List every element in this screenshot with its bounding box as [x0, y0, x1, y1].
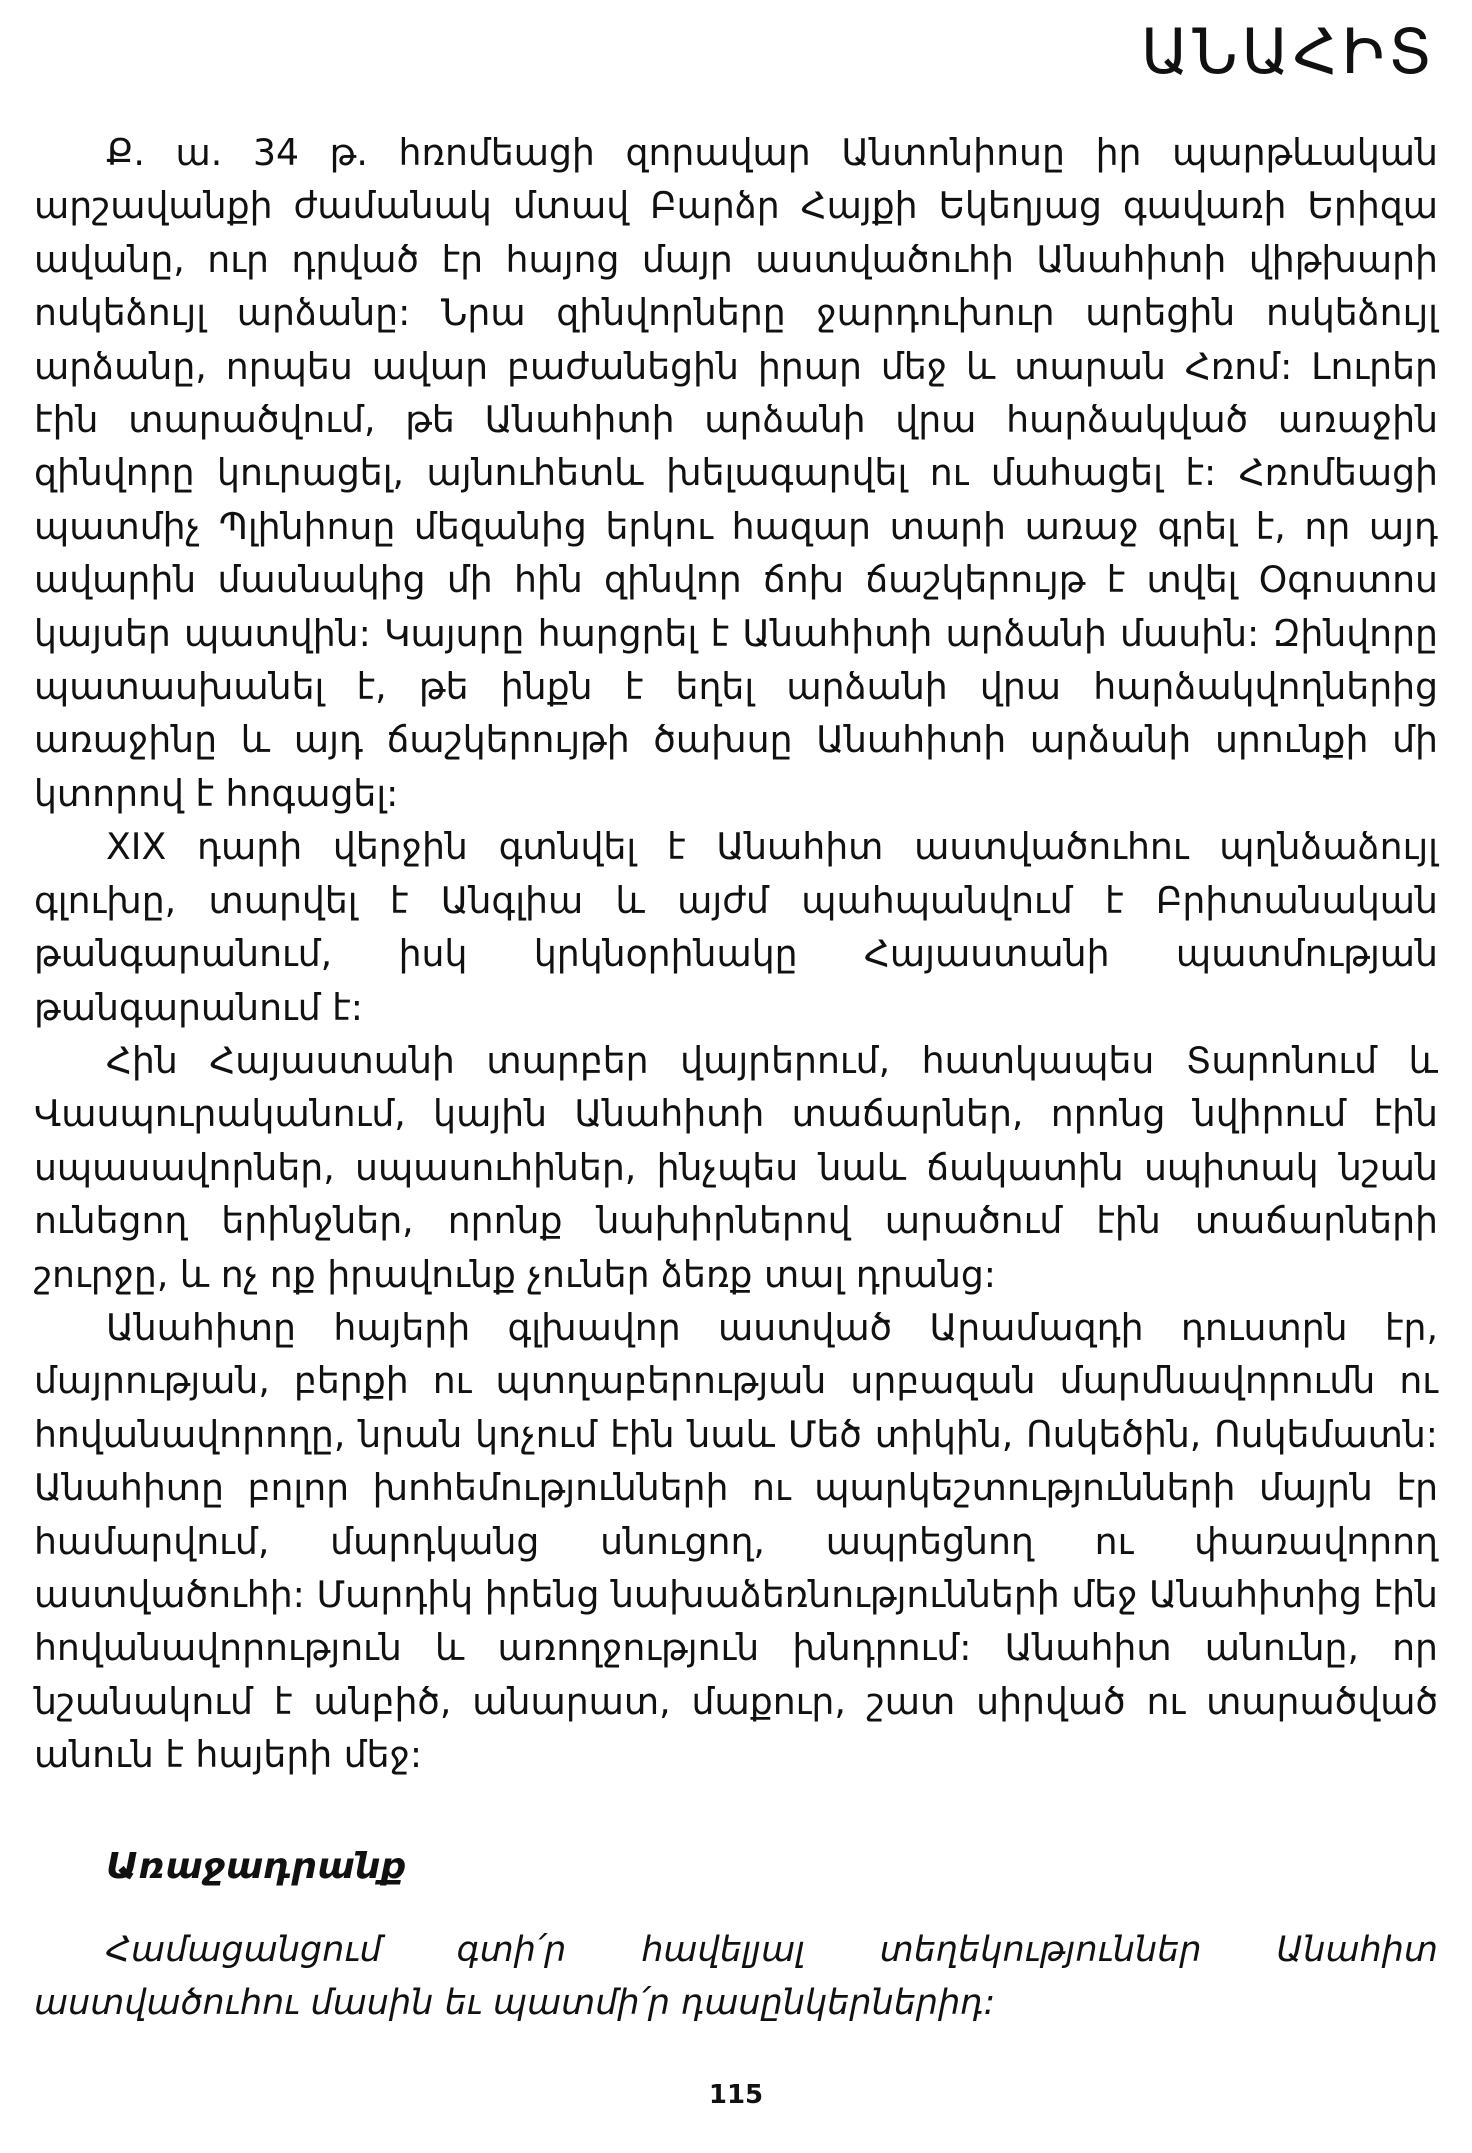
- task-text: Համացանցում գտի՛ր հավելյալ տեղեկություններ Անահիտ աստվածուհու մասին եւ պատմի՛ր դասընկերներիդ:: [34, 1930, 1438, 2023]
- body-text: [34, 126, 1438, 1782]
- paragraph: Ք. ա. 34 թ. հռոմեացի զորավար Անտոնիոսը իր պարթևական արշավանքի ժամանակ մտավ Բարձր Հայքի Եկեղյաց գավառի Երիզա ավանը, ուր դրված էր հայոց մայր աստվածուհի Անահիտի վիթխարի ոսկեձույլ արձանը: Նրա զինվորները ջարդուխուր արեցին ոսկեձույլ արձանը, որպես ավար բաժանեցին իրար մեջ և տարան Հռոմ: Լուրեր էին տարածվում, թե Անահիտի արձանի վրա հարձակված առաջին զինվորը կուրացել, այնուհետև խելագարվել ու մահացել է: Հռոմեացի պատմիչ Պլինիոսը մեզանից երկու հազար տարի առաջ գրել է, որ այդ ավարին մասնակից մի հին զինվոր ճոխ ճաշկերույթ է տվել Օգոստոս կայսեր պատվին: Կայսրը հարցրել է Անահիտի արձանի մասին: Զինվորը պատասխանել է, թե ինքն է եղել արձանի վրա հարձակվողներից առաջինը և այդ ճաշկերույթի ծախսը Անահիտի արձանի սրունքի մի կտորով է հոգացել:: [34, 131, 1438, 815]
- paragraph: Անահիտը հայերի գլխավոր աստված Արամազդի դուստրն էր, մայրության, բերքի ու պտղաբերության սրբազան մարմնավորումն ու հովանավորողը, նրան կոչում էին նաև Մեծ տիկին, Ոսկեծին, Ոսկեմատն: Անահիտը բոլոր խոհեմությունների ու պարկեշտությունների մայրն էր համարվում, մարդկանց սնուցող, ապրեցնող ու փառավորող աստվածուհի: Մարդիկ իրենց նախաձեռնությունների մեջ Անահիտից էին հովանավորություն և առողջություն խնդրում: Անահիտ անունը, որ նշանակում է անբիծ, անարատ, մաքուր, շատ սիրված ու տարածված անուն է հայերի մեջ:: [34, 1305, 1438, 1777]
- page-number: 115: [708, 2080, 764, 2110]
- task-heading: Առաջադրանք: [106, 1846, 407, 1887]
- paragraph: XIX դարի վերջին գտնվել է Անահիտ աստվածուհու պղնձաձույլ գլուխը, տարվել է Անգլիա և այժմ պահպանվում է Բրիտանական թանգարանում, իսկ կրկնօրինակը Հայաստանի պատմության թանգարանում է:: [34, 825, 1438, 1029]
- paragraph: Հին Հայաստանի տարբեր վայրերում, հատկապես Տարոնում և Վասպուրականում, կային Անահիտի տաճարներ, որոնց նվիրում էին սպասավորներ, սպասուհիներ, ինչպես նաև ճակատին սպիտակ նշան ունեցող երինջներ, որոնք նախիրներով արածում էին տաճարների շուրջը, և ոչ ոք իրավունք չուներ ձեռք տալ դրանց:: [34, 1038, 1438, 1296]
- running-title: ԱՆԱՀԻՏ: [1140, 15, 1436, 88]
